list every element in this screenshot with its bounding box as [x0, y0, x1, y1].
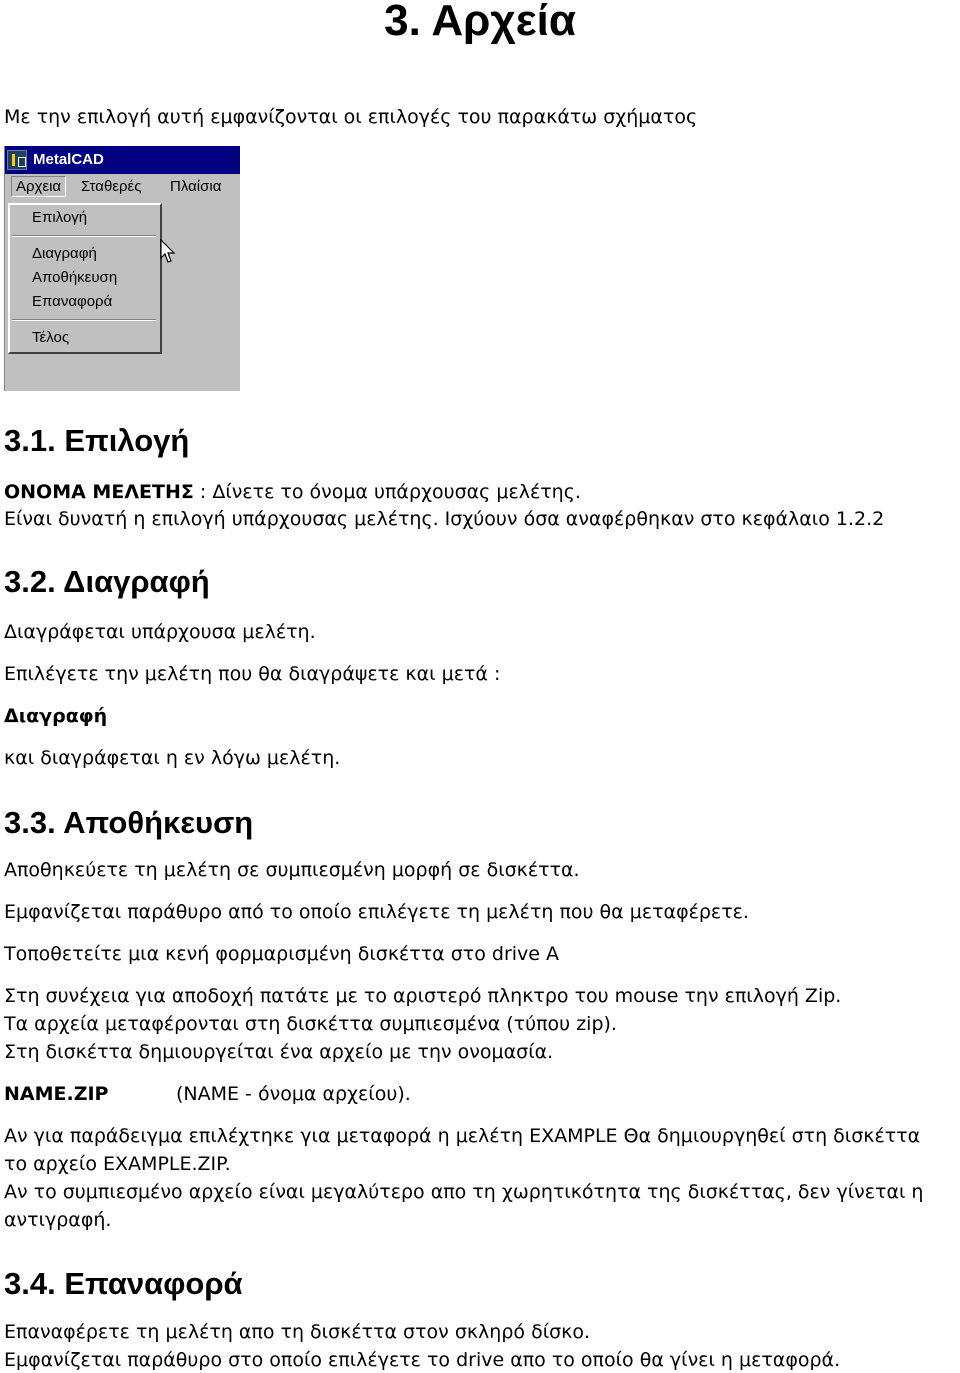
menu-separator	[12, 235, 156, 237]
s3-paragraph-9: Αν το συμπιεσμένο αρχείο είναι μεγαλύτερο απο τη χωρητικότητα της δισκέττας, δεν γίνεται η	[4, 1181, 924, 1203]
window-titlebar	[5, 146, 240, 174]
s3-paragraph-4: Στη συνέχεια για αποδοχή πατάτε με το αριστερό πληκτρο του mouse την επιλογή Zip.	[4, 985, 842, 1007]
section-3-2-heading: 3.2. Διαγραφή	[4, 564, 210, 599]
s3-paragraph-7: Αν για παράδειγμα επιλέχτηκε για μεταφορά η μελέτη EXAMPLE Θα δημιουργηθεί στη δισκέττα	[4, 1125, 921, 1147]
s2-paragraph-4: και διαγράφεται η εν λόγω μελέτη.	[4, 747, 341, 769]
window-title: MetalCAD	[33, 151, 104, 168]
file-dropdown-menu	[8, 203, 162, 354]
menu-item-exit[interactable]: Τέλος	[32, 329, 70, 346]
menu-statheres[interactable]: Σταθερές	[81, 178, 142, 195]
s1-paragraph-2: Είναι δυνατή η επιλογή υπάρχουσας μελέτης. Ισχύουν όσα αναφέρθηκαν στο κεφάλαιο 1.2.2	[4, 508, 885, 530]
s2-delete-label: Διαγραφή	[4, 705, 108, 727]
s3-paragraph-8: το αρχείο EXAMPLE.ZIP.	[4, 1153, 231, 1175]
section-3-4-heading: 3.4. Επαναφορά	[4, 1266, 243, 1301]
mouse-pointer-icon	[160, 239, 176, 265]
menu-plaisia[interactable]: Πλαίσια	[170, 178, 222, 195]
menu-item-select[interactable]: Επιλογή	[32, 209, 88, 226]
menu-separator	[12, 319, 156, 321]
s4-paragraph-1: Επαναφέρετε τη μελέτη απο τη δισκέττα στον σκληρό δίσκο.	[4, 1321, 591, 1343]
s3-paragraph-10: αντιγραφή.	[4, 1209, 112, 1231]
s2-paragraph-1: Διαγράφεται υπάρχουσα μελέτη.	[4, 621, 316, 643]
menubar	[5, 174, 240, 202]
s2-paragraph-2: Επιλέγετε την μελέτη που θα διαγράψετε και μετά :	[4, 663, 501, 685]
metalcad-app-icon	[7, 150, 27, 170]
zip-filename-desc: (NAME - όνομα αρχείου).	[176, 1083, 411, 1105]
menu-item-delete[interactable]: Διαγραφή	[32, 245, 97, 262]
intro-text: Με την επιλογή αυτή εμφανίζονται οι επιλογές του παρακάτω σχήματος	[4, 106, 698, 128]
s1-paragraph-1	[4, 480, 581, 504]
s3-paragraph-2: Εμφανίζεται παράθυρο από το οποίο επιλέγετε τη μελέτη που θα μεταφέρετε.	[4, 901, 749, 923]
menu-archeia[interactable]: Αρχεια	[11, 176, 66, 197]
section-3-3-heading: 3.3. Αποθήκευση	[4, 805, 254, 840]
study-name-label: ΟΝΟΜΑ ΜΕΛΕΤΗΣ	[4, 481, 194, 503]
page-title: 3. Αρχεία	[384, 0, 576, 45]
s4-paragraph-2: Εμφανίζεται παράθυρο στο οποίο επιλέγετε το drive απο το οποίο θα γίνει η μεταφορά.	[4, 1349, 841, 1371]
zip-filename-label: NAME.ZIP	[4, 1083, 109, 1105]
metalcad-screenshot	[4, 146, 240, 391]
s3-paragraph-1: Αποθηκεύετε τη μελέτη σε συμπιεσμένη μορφή σε δισκέττα.	[4, 859, 580, 881]
s3-paragraph-5: Τα αρχεία μεταφέρονται στη δισκέττα συμπιεσμένα (τύπου zip).	[4, 1013, 617, 1035]
s3-paragraph-6: Στη δισκέττα δημιουργείται ένα αρχείο με την ονομασία.	[4, 1041, 554, 1063]
menu-item-save[interactable]: Αποθήκευση	[32, 269, 118, 286]
study-name-text: : Δίνετε το όνομα υπάρχουσας μελέτης.	[193, 481, 581, 503]
s3-paragraph-3: Τοποθετείτε μια κενή φορμαρισμένη δισκέττα στο drive A	[4, 943, 560, 965]
section-3-1-heading: 3.1. Επιλογή	[4, 423, 190, 458]
menu-item-restore[interactable]: Επαναφορά	[32, 293, 113, 310]
